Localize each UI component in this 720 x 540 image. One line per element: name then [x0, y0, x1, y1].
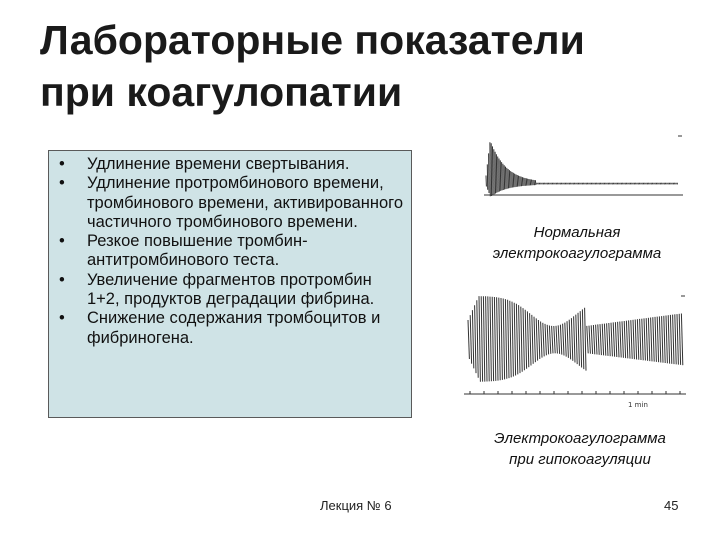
- trace-stroke: [629, 320, 630, 358]
- title-line-1: Лабораторные показатели: [40, 17, 585, 63]
- trace-stroke: [602, 324, 603, 356]
- trace-stroke: [547, 325, 548, 355]
- trace-stroke: [521, 307, 522, 372]
- trace-stroke: [481, 296, 482, 381]
- trace-stroke: [615, 322, 616, 357]
- trace-stroke: [525, 310, 526, 369]
- trace-stroke: [538, 320, 539, 359]
- trace-stroke: [532, 315, 533, 364]
- trace-stroke: [624, 321, 625, 358]
- bullets-box: [48, 150, 412, 418]
- trace-stroke: [483, 296, 484, 381]
- bullet-item: [59, 174, 405, 232]
- trace-stroke: [477, 300, 478, 378]
- trace-stroke: [585, 308, 586, 371]
- trace-stroke: [554, 326, 555, 353]
- trace-stroke: [668, 315, 669, 363]
- trace-stroke: [659, 316, 660, 362]
- trace-stroke: [543, 323, 544, 357]
- trace-stroke: [510, 301, 511, 378]
- bullet-item: [59, 155, 405, 174]
- trace-stroke: [470, 315, 471, 364]
- trace-stroke: [558, 325, 559, 354]
- trace-stroke: [618, 322, 619, 358]
- trace-stroke: [651, 318, 652, 362]
- trace-stroke: [631, 320, 632, 359]
- bullet-dot: •: [59, 309, 65, 328]
- trace-stroke: [582, 309, 583, 369]
- trace-stroke: [534, 317, 535, 363]
- trace-stroke: [516, 304, 517, 375]
- trace-stroke: [604, 324, 605, 356]
- caption-hypocoagulation-line-2: при гипокоагуляции: [509, 451, 651, 468]
- bullet-dot: •: [59, 270, 65, 289]
- caption-hypocoagulation-line-1: Электрокоагулограмма: [494, 430, 666, 447]
- trace-stroke: [673, 315, 674, 365]
- trace-stroke: [576, 315, 577, 365]
- trace-stroke: [499, 298, 500, 381]
- trace-stroke: [620, 322, 621, 358]
- trace-stroke: [536, 318, 537, 360]
- trace-stroke: [613, 322, 614, 356]
- trace-stroke: [569, 320, 570, 360]
- trace-stroke: [488, 296, 489, 381]
- trace-stroke: [635, 320, 636, 360]
- footer-page-number: 45: [664, 498, 679, 513]
- footer-lecture: Лекция № 6: [320, 498, 392, 513]
- trace-stroke: [486, 296, 487, 381]
- trace-stroke: [600, 324, 601, 355]
- slide-title: [40, 14, 700, 118]
- trace-stroke: [642, 319, 643, 361]
- trace-stroke: [479, 296, 480, 382]
- graph-trace: [486, 142, 678, 196]
- trace-stroke: [472, 310, 473, 368]
- bullet-dot: •: [59, 232, 65, 251]
- trace-stroke: [541, 322, 542, 358]
- trace-stroke: [490, 297, 491, 382]
- graph-trace: [468, 296, 683, 382]
- graph-scale-label: 1 min: [628, 401, 648, 409]
- bullet-item: [59, 232, 405, 271]
- trace-stroke: [565, 323, 566, 357]
- trace-stroke: [468, 320, 469, 359]
- trace-stroke: [552, 326, 553, 354]
- trace-stroke: [549, 326, 550, 354]
- trace-stroke: [523, 308, 524, 370]
- trace-stroke: [644, 318, 645, 360]
- bullet-text: Резкое повышение тромбин-антитромбинового теста.: [87, 232, 308, 270]
- trace-stroke: [598, 324, 599, 354]
- bullet-text: Удлинение протромбинового времени, тромбинового времени, активированного частичного тромбинового времени.: [87, 174, 404, 231]
- trace-stroke: [596, 325, 597, 355]
- trace-stroke: [646, 318, 647, 361]
- bullet-text: Увеличение фрагментов протромбин 1+2, продуктов деградации фибрина.: [87, 270, 375, 309]
- trace-stroke: [519, 305, 520, 373]
- trace-stroke: [677, 314, 678, 365]
- trace-stroke: [578, 313, 579, 366]
- trace-stroke: [505, 299, 506, 379]
- trace-stroke: [648, 318, 649, 361]
- trace-stroke: [666, 316, 667, 364]
- trace-stroke: [560, 325, 561, 355]
- trace-stroke: [580, 311, 581, 367]
- trace-stroke: [611, 323, 612, 357]
- trace-stroke: [530, 313, 531, 365]
- trace-stroke: [475, 305, 476, 373]
- trace-stroke: [593, 325, 594, 354]
- trace-stroke: [662, 316, 663, 363]
- trace-stroke: [657, 317, 658, 363]
- trace-stroke: [655, 317, 656, 362]
- trace-stroke: [591, 325, 592, 354]
- trace-stroke: [609, 323, 610, 356]
- bullet-text: Снижение содержания тромбоцитов и фибриногена.: [87, 309, 381, 347]
- bullet-item: [59, 271, 405, 310]
- caption-normal-line-1: Нормальная: [533, 224, 621, 241]
- trace-stroke: [494, 297, 495, 381]
- caption-normal: [462, 222, 692, 264]
- bullet-list: [59, 155, 405, 348]
- trace-stroke: [556, 326, 557, 354]
- trace-stroke: [679, 314, 680, 365]
- trace-stroke: [512, 302, 513, 377]
- trace-stroke: [670, 315, 671, 364]
- trace-stroke: [681, 314, 682, 366]
- trace-stroke: [567, 321, 568, 358]
- trace-stroke: [492, 297, 493, 381]
- caption-normal-line-2: электрокоагулограмма: [492, 245, 662, 262]
- bullet-text: Удлинение времени свертывания.: [87, 155, 350, 173]
- trace-stroke: [653, 317, 654, 361]
- normal-electrocoagulogram-graph: [478, 130, 688, 210]
- title-line-2: при коагулопатии: [40, 69, 403, 115]
- trace-stroke: [497, 297, 498, 380]
- trace-stroke: [587, 326, 588, 354]
- trace-stroke: [622, 321, 623, 358]
- trace-stroke: [503, 299, 504, 380]
- bullet-dot: •: [59, 174, 65, 193]
- trace-stroke: [607, 323, 608, 356]
- trace-stroke: [508, 300, 509, 378]
- trace-stroke: [527, 311, 528, 367]
- trace-stroke: [664, 316, 665, 363]
- bullet-item: [59, 309, 405, 348]
- trace-stroke: [574, 316, 575, 362]
- trace-stroke: [626, 321, 627, 359]
- caption-hypocoagulation: [462, 428, 698, 470]
- trace-stroke: [563, 324, 564, 356]
- trace-stroke: [501, 298, 502, 380]
- trace-stroke: [589, 326, 590, 354]
- bullet-dot: •: [59, 155, 65, 173]
- trace-stroke: [633, 320, 634, 359]
- trace-stroke: [675, 314, 676, 364]
- trace-stroke: [545, 324, 546, 355]
- trace-stroke: [637, 319, 638, 360]
- trace-stroke: [640, 319, 641, 360]
- hypocoagulation-electrocoagulogram-graph: [460, 290, 690, 415]
- trace-stroke: [571, 318, 572, 361]
- trace-stroke: [514, 303, 515, 376]
